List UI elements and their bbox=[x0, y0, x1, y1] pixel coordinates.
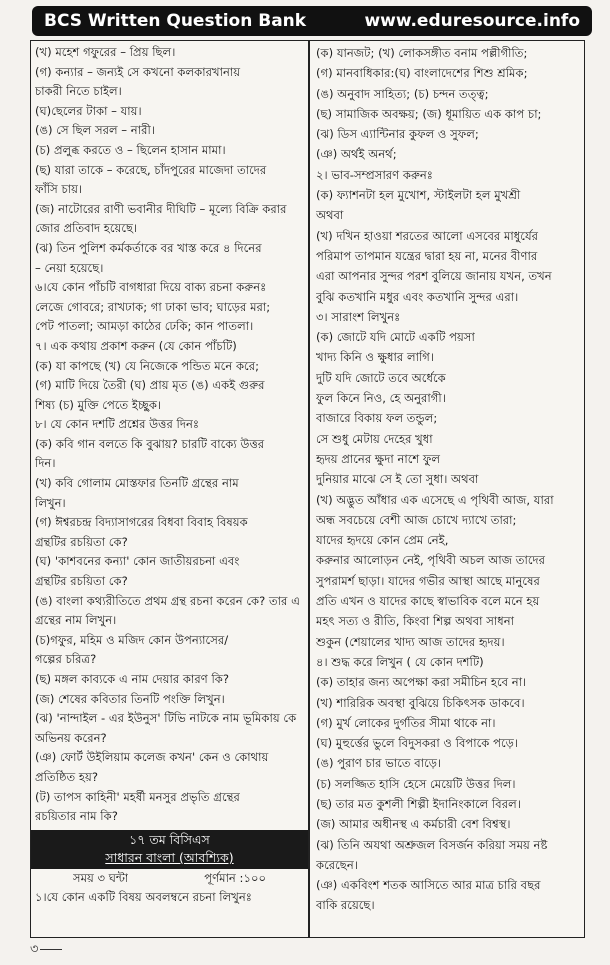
text-line: (খ) মহেশ গফুরের – প্রিয় ছিল। bbox=[35, 45, 176, 59]
text-line: (গ) ঈশ্বরচন্দ্র বিদ্যাসাগরের বিধবা বিবাহ বিষয়ক bbox=[35, 515, 248, 530]
text-line: ৭। এক কথায় প্রকাশ করুন (যে কোন পাঁচটি) bbox=[35, 338, 237, 353]
text-line: (গ) মুর্খ লোকের দুর্গতির সীমা থাকে না। bbox=[315, 715, 496, 730]
text-line: দুনিয়ার মাঝে সে ই তো সুধা। অথবা bbox=[315, 472, 479, 487]
text-line: (গ) মানবাধিকার:(ঘ) বাংলাদেশের শিশু শ্রমিক; bbox=[315, 66, 528, 81]
text-line: – নেয়া হয়েছে। bbox=[35, 260, 104, 275]
text-line: ৪। শুদ্ধ করে লিখুন ( যে কোন দশটি) bbox=[315, 654, 484, 669]
text-line: লিখুন। bbox=[35, 495, 66, 510]
text-line: (ঝ) তিন পুলিশ কর্মকর্তাকে বর খাস্ত করে ৪ দিনের bbox=[35, 240, 262, 255]
text-line: বাকি রয়েছে। bbox=[315, 898, 375, 913]
text-line: (গ) কন্যার – জন্যই সে কখনো কলকারখানায় bbox=[35, 64, 241, 79]
text-line: হৃদয় প্রানের ক্ষুদা নাশে ফুল bbox=[315, 451, 441, 466]
text-line: (ঙ) সে ছিল সরল – নারী। bbox=[35, 123, 155, 138]
text-line: (ক) তাহার জন্য অপেক্ষা করা সমীচিন হবে না। bbox=[315, 675, 527, 690]
text-line: (ঝ) ডিস এ্যান্টিনার কুফল ও সুফল; bbox=[315, 127, 479, 142]
text-line: গল্পের চরিত্র? bbox=[35, 652, 97, 667]
text-line: (ক) কবি গান বলতে কি বুঝায়? চারটি বাক্যে উত্তর bbox=[35, 436, 265, 451]
text-line: ফাঁসি চায়। bbox=[35, 182, 83, 197]
text-line: (ছ) মঙ্গল কাব্যকে এ নাম দেয়ার কারণ কি? bbox=[35, 672, 230, 686]
text-line: গ্রন্থটির রচয়িতা কে? bbox=[35, 534, 128, 549]
text-line: অভিনয় করেন? bbox=[35, 730, 107, 745]
text-line: মহৎ সত্য ও রীতি, কিংবা শিল্প অথবা সাধনা bbox=[315, 614, 515, 629]
exam-title: ১৭ তম বিসিএস bbox=[129, 831, 210, 847]
text-line: ৩। সারাংশ লিখুনঃ bbox=[315, 309, 401, 324]
text-line: ফুল কিনে নিও, হে অনুরাগী। bbox=[315, 391, 446, 406]
left-top-lines bbox=[35, 43, 304, 827]
text-line: (ঞ) অর্থই অনর্থ; bbox=[315, 147, 397, 162]
text-line: (গ) মাটি দিয়ে তৈরী (ঘ) প্রায় মৃত (ঙ) একই গুরুর bbox=[35, 378, 265, 393]
text-line: (ছ) সামাজিক অবক্ষয়; (জ) ধূমায়িত এক কাপ চা; bbox=[315, 106, 542, 121]
text-line: ১।যে কোন একটি বিষয় অবলম্বনে রচনা লিখুনঃ bbox=[35, 890, 252, 905]
page-number: ৩ bbox=[30, 940, 62, 961]
text-line: খাদ্য কিনি ও ক্ষুধার লাগি। bbox=[315, 350, 435, 365]
text-line: (ঝ) 'নান্দাইল - এর ইউনুস' টিভি নাটকে নাম ভূমিকায় কে bbox=[35, 711, 297, 726]
text-line: (ঙ) বাংলা কথ্যরীতিতে প্রথম গ্রন্থ রচনা করেন কে? তার এ bbox=[35, 593, 300, 608]
text-line: জোর প্রতিবাদ হয়েছে। bbox=[35, 221, 138, 236]
text-line: ৮। যে কোন দশটি প্রশ্নের উত্তর দিনঃ bbox=[35, 417, 200, 432]
text-line: পেট পাতলা; আমড়া কাঠের ঢেকি; কান পাতলা। bbox=[35, 319, 254, 334]
text-line: যাদের হৃদয়ে কোন প্রেম নেই, bbox=[315, 533, 449, 548]
text-line: (ছ) তার মত কুশলী শিল্পী ইদানিংকালে বিরল। bbox=[315, 796, 521, 811]
text-line: ৬।যে কোন পাঁচটি বাগধারা দিয়ে বাক্য রচনা করুনঃ bbox=[35, 280, 267, 295]
text-line: (খ) শারিরিক অবস্থা বুঝিয়ে চিকিৎসক ডাকবে। bbox=[315, 695, 525, 710]
text-line: সুপরামর্শ ছাড়া। যাদের গভীর আস্থা আছে মানুষের bbox=[315, 573, 540, 588]
text-line: (খ) কবি গোলাম মোস্তফার তিনটি গ্রন্থের নাম bbox=[35, 476, 239, 491]
text-line: (ছ) যারা তাকে – করেছে, চাঁদপুরের মাজেদা তাদের bbox=[35, 162, 267, 177]
text-line: (ঘ) 'কাশবনের কন্যা' কোন জাতীয়রচনা এবং bbox=[35, 554, 240, 569]
exam-meta bbox=[35, 869, 304, 889]
text-line: (ঝ) তিনি অযথা অশ্রুজল বিসর্জন করিয়া সময় নষ্ট bbox=[315, 837, 548, 852]
exam-marks: পূর্ণমান :১০০ bbox=[204, 870, 267, 885]
text-line: (জ) নাটোরের রাণী ভবানীর দীঘিটি – মূল্যে বিক্রি করার bbox=[35, 201, 287, 216]
left-bottom-lines bbox=[35, 888, 304, 908]
text-line: পরিমাপ তাপমান যন্ত্রের দ্বারা হয় না, মনের বীণার bbox=[315, 248, 538, 263]
right-column bbox=[310, 41, 584, 937]
exam-banner bbox=[31, 830, 308, 869]
text-line: (ক) যা কাপছে (খ) যে নিজেকে পন্ডিত মনে করে; bbox=[35, 358, 260, 373]
text-line: করেছেন। bbox=[315, 857, 358, 872]
text-line: (জ) শেষের কবিতার তিনটি পংক্তি লিখুন। bbox=[35, 691, 225, 706]
text-line: অথবা bbox=[315, 208, 344, 223]
text-line: শুকুন (শেয়ালের খাদ্য আজ তাদের হৃদয়। bbox=[315, 634, 505, 649]
right-lines bbox=[316, 43, 580, 916]
text-line: (ট) তাপস কাহিনী' মহর্ষী মনসুর প্রভৃতি গ্রন্থের bbox=[35, 789, 240, 804]
exam-time: সময় ৩ ঘন্টা bbox=[72, 870, 129, 885]
text-line: (জ) আমার অধীনস্থ এ কর্মচারী বেশ বিশ্বস্থ। bbox=[315, 817, 511, 832]
text-line: করুনার আলোড়ন নেই, পৃথিবী অচল আজ তাদের bbox=[315, 553, 545, 568]
text-line: লেজে গোবরে; রাখঢাক; গা ঢাকা ভাব; ঘাড়ের মরা; bbox=[35, 299, 271, 314]
exam-subtitle: সাধারন বাংলা (আবশ্যিক) bbox=[105, 849, 234, 865]
text-line: (ক) যানজট; (খ) লোকসঙ্গীত বনাম পল্লীগীতি; bbox=[315, 46, 528, 60]
text-line: (ঞ) ফোর্ট উইলিয়াম কলেজ কখন' কেন ও কোথায় bbox=[35, 750, 269, 765]
text-line: দিন। bbox=[35, 456, 56, 471]
page-header bbox=[32, 6, 592, 36]
text-line: চাকরী নিতে চাইল। bbox=[35, 84, 122, 99]
text-line: (চ) সলজ্জিত হাসি হেসে মেয়েটি উত্তর দিল। bbox=[315, 776, 516, 791]
text-line: (ঞ) একবিংশ শতক আসিতে আর মাত্র চারি বছর bbox=[315, 878, 541, 893]
text-line: (ঘ) মুহুর্ত্তের ভুলে বিদুসকরা ও বিপাকে পড়ে। bbox=[315, 736, 519, 751]
text-line: (খ) দখিন হাওয়া শরতের আলো এসবের মাধুর্যের bbox=[315, 228, 539, 243]
text-line: অন্ধ সবচেয়ে বেশী আজ চোখে দ্যাখে তারা; bbox=[315, 512, 517, 527]
question-columns bbox=[30, 40, 585, 938]
text-line: (খ) অদ্ভুত আঁধার এক এসেছে এ পৃথিবী আজ, যারা bbox=[315, 492, 554, 507]
text-line: (চ) প্রলুব্ধ করতে ও – ছিলেন হাসান মামা। bbox=[35, 142, 226, 157]
text-line: গ্রন্থের নাম লিখুন। bbox=[35, 613, 117, 628]
text-line: ২। ভাব-সম্প্রসারণ করুনঃ bbox=[315, 167, 433, 182]
text-line: (ঙ) পুরাণ চার ভাতে বাড়ে। bbox=[315, 756, 442, 771]
text-line: দুটি যদি জোটে তবে অর্ধেকে bbox=[315, 370, 446, 385]
text-line: শিষ্য (চ) মুক্তি পেতে ইচ্ছুক। bbox=[35, 397, 162, 412]
text-line: (ক) জোটে যদি মোটে একটি পয়সা bbox=[315, 330, 475, 345]
text-line: প্রতি এখন ও যাদের কাছে স্বাভাবিক বলে মনে হয় bbox=[315, 594, 540, 609]
text-line: (ঙ) অনুবাদ সাহিত্য; (চ) চন্দন তত্ত্ব; bbox=[315, 86, 489, 101]
text-line: প্রতিষ্ঠিত হয়? bbox=[35, 769, 98, 784]
left-column bbox=[31, 41, 310, 937]
header-website: www.eduresource.info bbox=[364, 11, 580, 31]
text-line: গ্রন্থটির রচয়িতা কে? bbox=[35, 574, 128, 589]
text-line: সে শুধু মেটায় দেহের খুধা bbox=[315, 431, 433, 446]
text-line: বুঝি কতখানি মধুর এবং কতখানি সুন্দর এরা। bbox=[315, 289, 519, 304]
text-line: এরা আপনার সুন্দর পরশ বুলিয়ে জানায় যখন, তখন bbox=[315, 269, 552, 284]
text-line: (ঘ)ছেলের টাকা – যায়। bbox=[35, 103, 142, 118]
text-line: (চ)গফুর, মহিম ও মজিদ কোন উপন্যাসের/ bbox=[35, 632, 229, 647]
text-line: বাজারে বিকায় ফল তন্ডুল; bbox=[315, 411, 438, 426]
header-title: BCS Written Question Bank bbox=[44, 11, 307, 31]
text-line: রচয়িতার নাম কি? bbox=[35, 809, 118, 824]
text-line: (ক) ফ্যাশনটা হল মুখোশ, স্টাইলটা হল মুখশ্রী bbox=[315, 188, 521, 203]
